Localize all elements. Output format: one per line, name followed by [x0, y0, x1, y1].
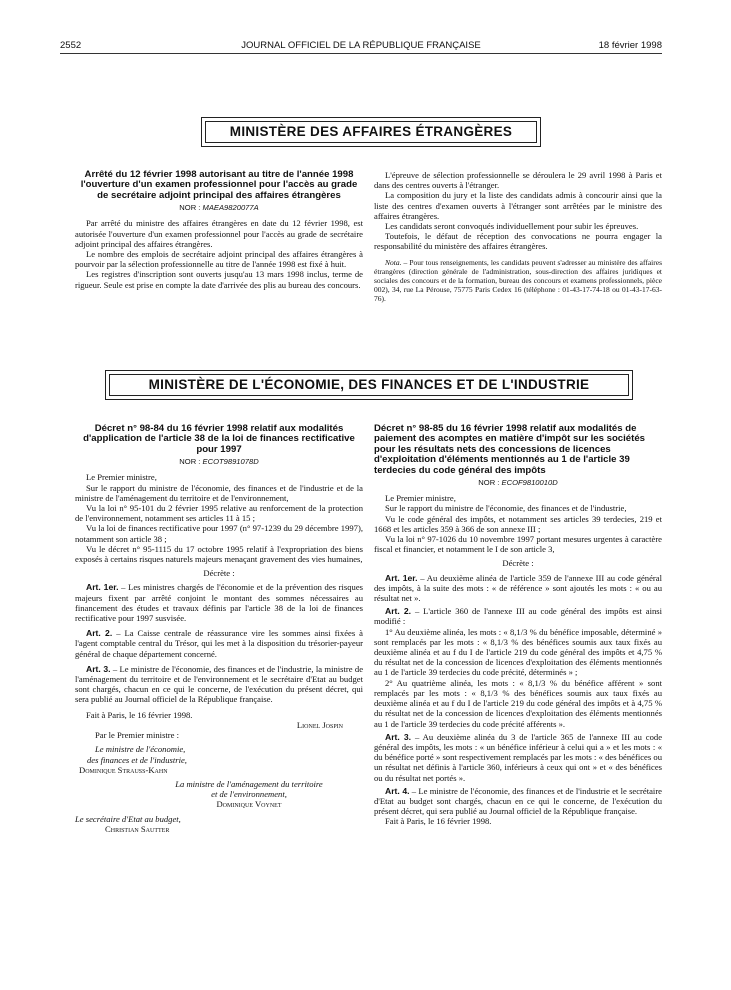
- article-label: Art. 2.: [86, 628, 113, 639]
- arrete-paragraph: Les candidats seront convoqués individuellement pour subir les épreuves.: [385, 221, 639, 232]
- decret-paragraph: Sur le rapport du ministre de l'économie, des finances et de l'industrie,: [385, 503, 627, 514]
- journal-title: JOURNAL OFFICIEL DE LA RÉPUBLIQUE FRANÇAISE: [241, 40, 481, 51]
- secretary-name: Christian Sautter: [105, 823, 170, 834]
- arrete-paragraph: Par arrêté du ministre des affaires étrangères en date du 12 février 1998, est autorisée l'ouverture d'un examen professionnel pour l'accès au grade de secrétaire adjoint principal des affaires étrangères.: [75, 218, 363, 249]
- nor-code: ECOT9891078D: [202, 457, 259, 467]
- arrete-left-column: [75, 170, 363, 290]
- article: [374, 573, 662, 604]
- article-label: Art. 2.: [385, 606, 412, 617]
- secretary-line: Le secrétaire d'Etat au budget,: [75, 813, 181, 824]
- minister-env-line1: La ministre de l'aménagement du territoire: [175, 778, 323, 789]
- article-label: Art. 1er.: [385, 572, 418, 583]
- article: [75, 664, 363, 705]
- article-text: – Le ministre de l'économie, des finances et de l'industrie et le secrétaire d'Etat au budget sont chargés, chacun en ce qui le concerne, de l'exécution du présent décret, qui sera publié au Journal officiel de la République française.: [374, 785, 662, 817]
- nor-label: NOR :: [179, 457, 201, 467]
- decret-84-column: [75, 424, 363, 834]
- signature-prime-minister: Lionel Jospin: [296, 719, 343, 730]
- ministry-heading-box: [105, 370, 633, 400]
- header-rule: [60, 53, 662, 54]
- decret-85-title: Décret n° 98-85 du 16 février 1998 relatif aux modalités de paiement des acomptes en matière d'impôt sur les sociétés pour les résultats nets des concessions de licences d'exploitation d'éléments mentionnés au 1 de l'article 39 terdecies du code général des impôts: [374, 423, 646, 476]
- page-number: 2552: [60, 40, 82, 51]
- issue-date: 18 février 1998: [598, 40, 662, 51]
- nor-code: ECOF9810010D: [501, 478, 558, 488]
- decret-paragraph: Sur le rapport du ministre de l'économie, des finances et de l'industrie et de la ministre de l'aménagement du territoire et de l'environnement,: [75, 482, 363, 503]
- decret-paragraph: Vu la loi de finances rectificative pour 1997 (n° 97-1239 du 29 décembre 1997), notamment son article 38 ;: [75, 523, 363, 544]
- nor-label: NOR :: [179, 203, 201, 213]
- article: [75, 628, 363, 659]
- minister-eco-name: Dominique Strauss-Kahn: [79, 764, 168, 775]
- article-subparagraph: 1° Au deuxième alinéa, les mots : « 8,1/3 % du bénéfice imposable, déterminé » sont remplacés par les mots : « 8,1/3 % des bénéfices soumis aux taux fixés au deuxième alinéa et au f du I de l'article 219 du code général des impôts et 4,75 % du résultat net de la concession de licences d'exploitation des éléments mentionnés au 1 de l'article 39 terdecies du code précité, déterminés » ;: [374, 626, 662, 678]
- minister-env-line2: et de l'environnement,: [211, 789, 287, 800]
- note-text: – Pour tous renseignements, les candidats peuvent s'adresser au ministère des affaires étrangères (direction générale de l'administration, sous-direction des affaires juridiques et sociales des concours et de la formation, bureau des concours et examens professionnels, pièce 002), 34, rue La Pérouse, 75775 Paris Cedex 16 (téléphone : 01-43-17-74-18 ou 01-43-17-63-76).: [374, 257, 662, 304]
- article: [75, 582, 363, 623]
- article-text: – Au deuxième alinéa du 3 de l'article 365 de l'annexe III au code général des impôts, les mots : « un bénéfice inférieur à celui qui a » et les mots : « du bénéfice porté » sont respectivement remplacés par les mots : « des bénéfices ou un résultat net définis à l'article 360, inférieurs à ceux qui ont » et « des bénéfices ou du résultat net portés ».: [374, 731, 663, 783]
- done-at: Fait à Paris, le 16 février 1998.: [385, 816, 492, 827]
- decret-paragraph: Le Premier ministre,: [86, 472, 157, 483]
- nor-code: MAEA9820077A: [202, 203, 259, 213]
- nor-reference: [374, 478, 662, 488]
- minister-env-name: Dominique Voynet: [216, 799, 282, 810]
- arrete-paragraph: La composition du jury et la liste des candidats admis à concourir ainsi que la liste des centres d'examen ouverts à l'étranger sont arrêtées par le ministre des affaires étrangères.: [374, 190, 662, 221]
- note-label: Nota.: [385, 257, 402, 267]
- arrete-paragraph: Toutefois, le défaut de réception des convocations ne pourra engager la responsabilité du ministère des affaires étrangères.: [374, 231, 662, 252]
- article: [374, 732, 662, 783]
- article: [374, 606, 662, 626]
- arrete-paragraph: Le nombre des emplois de secrétaire adjoint principal des affaires étrangères à pourvoir par la sélection professionnelle au titre de l'année 1998 est fixé à huit.: [75, 249, 363, 270]
- decret-paragraph: Le Premier ministre,: [385, 493, 456, 504]
- article-text: – Au deuxième alinéa de l'article 359 de l'annexe III au code général des impôts, à la suite des mots : « de référence » sont ajoutés les mots : « ou au résultat net ».: [374, 572, 662, 604]
- article-subparagraph: 2° Au quatrième alinéa, les mots : « 8,1/3 % du bénéfice afférent » sont remplacés par les mots : « 8,1/3 % des bénéfices soumis aux taux fixés au deuxième alinéa et au f du I de l'article 219 du code général des impôts et à 4,75 % du résultat net de la concession de licences d'exploitation des éléments mentionnés au 1 de l'article 39 terdecies du code précité afférents ».: [374, 677, 662, 729]
- decret-84-title: Décret n° 98-84 du 16 février 1998 relatif aux modalités d'application de l'article 38 de la loi de finances rectificative pour 1997: [83, 423, 355, 455]
- nor-reference: [75, 457, 363, 467]
- article-label: Art. 1er.: [86, 582, 119, 593]
- nor-label: NOR :: [478, 478, 500, 488]
- decret-paragraph: Vu le décret n° 95-1115 du 17 octobre 1995 relatif à l'expropriation des biens exposés à certains risques naturels majeurs menaçant gravement des vies humaines,: [75, 543, 363, 565]
- decrete-heading: Décrète :: [203, 568, 235, 579]
- done-at: Fait à Paris, le 16 février 1998.: [86, 709, 193, 720]
- ministry-heading-box: [201, 117, 541, 147]
- decret-paragraph: Vu la loi n° 97-1026 du 10 novembre 1997 portant mesures urgentes à caractère fiscal et financier, et notamment le I de son article 3,: [374, 534, 662, 555]
- minister-eco-line1: Le ministre de l'économie,: [95, 744, 186, 755]
- article-text: – Le ministre de l'économie, des finances et de l'industrie, la ministre de l'aménagement du territoire et de l'environnement et le secrétaire d'Etat au budget sont chargés, chacun en ce qui le concerne, de l'exécution du présent décret, qui sera publié au Journal officiel de la République française.: [75, 663, 364, 705]
- article-label: Art. 3.: [385, 731, 412, 742]
- decret-paragraph: Vu la loi n° 95-101 du 2 février 1995 relative au renforcement de la protection de l'environnement, notamment ses articles 11 à 15 ;: [75, 503, 363, 524]
- arrete-paragraph: Les registres d'inscription sont ouverts jusqu'au 13 mars 1998 inclus, terme de rigueur. Seule est prise en compte la date d'arrivée des plis au bureau des concours.: [75, 269, 363, 290]
- minister-eco-line2: des finances et de l'industrie,: [87, 754, 187, 765]
- article-text: – L'article 360 de l'annexe III au code général des impôts est ainsi modifié :: [374, 606, 662, 627]
- ministry-title: MINISTÈRE DE L'ÉCONOMIE, DES FINANCES ET DE L'INDUSTRIE: [109, 374, 629, 396]
- article-label: Art. 4.: [385, 785, 410, 796]
- decret-paragraph: Vu le code général des impôts, et notamment ses articles 39 terdecies, 219 et 1668 et les articles 359 à 366 de son annexe III ;: [374, 513, 662, 534]
- ministry-title: MINISTÈRE DES AFFAIRES ÉTRANGÈRES: [205, 121, 537, 143]
- by-prime-minister: Par le Premier ministre :: [95, 730, 180, 741]
- arrete-paragraph: L'épreuve de sélection professionnelle se déroulera le 29 avril 1998 à Paris et dans des centres ouverts à l'étranger.: [374, 170, 662, 191]
- decrete-heading: Décrète :: [502, 558, 534, 569]
- arrete-title: Arrêté du 12 février 1998 autorisant au titre de l'année 1998 l'ouverture d'un examen professionnel pour l'accès au grade de secrétaire adjoint principal des affaires étrangères: [80, 169, 358, 201]
- arrete-note: [374, 258, 662, 304]
- decret-85-column: [374, 424, 662, 827]
- arrete-right-column: [374, 170, 662, 304]
- article-text: – Les ministres chargés de l'économie et de la prévention des risques majeurs fixent par arrêté conjoint le montant des sommes nécessaires au financement des études et travaux définis par l'article 38 de la loi de finances rectificative pour 1997 susvisée.: [75, 582, 363, 624]
- page-header: [60, 40, 662, 54]
- article: [374, 786, 662, 817]
- article-label: Art. 3.: [86, 663, 111, 674]
- nor-reference: [75, 203, 363, 213]
- article-text: – La Caisse centrale de réassurance vire les sommes ainsi fixées à l'agent comptable central du Trésor, qui les met à la disposition du trésorier-payeur général de chaque département concerné.: [75, 628, 363, 659]
